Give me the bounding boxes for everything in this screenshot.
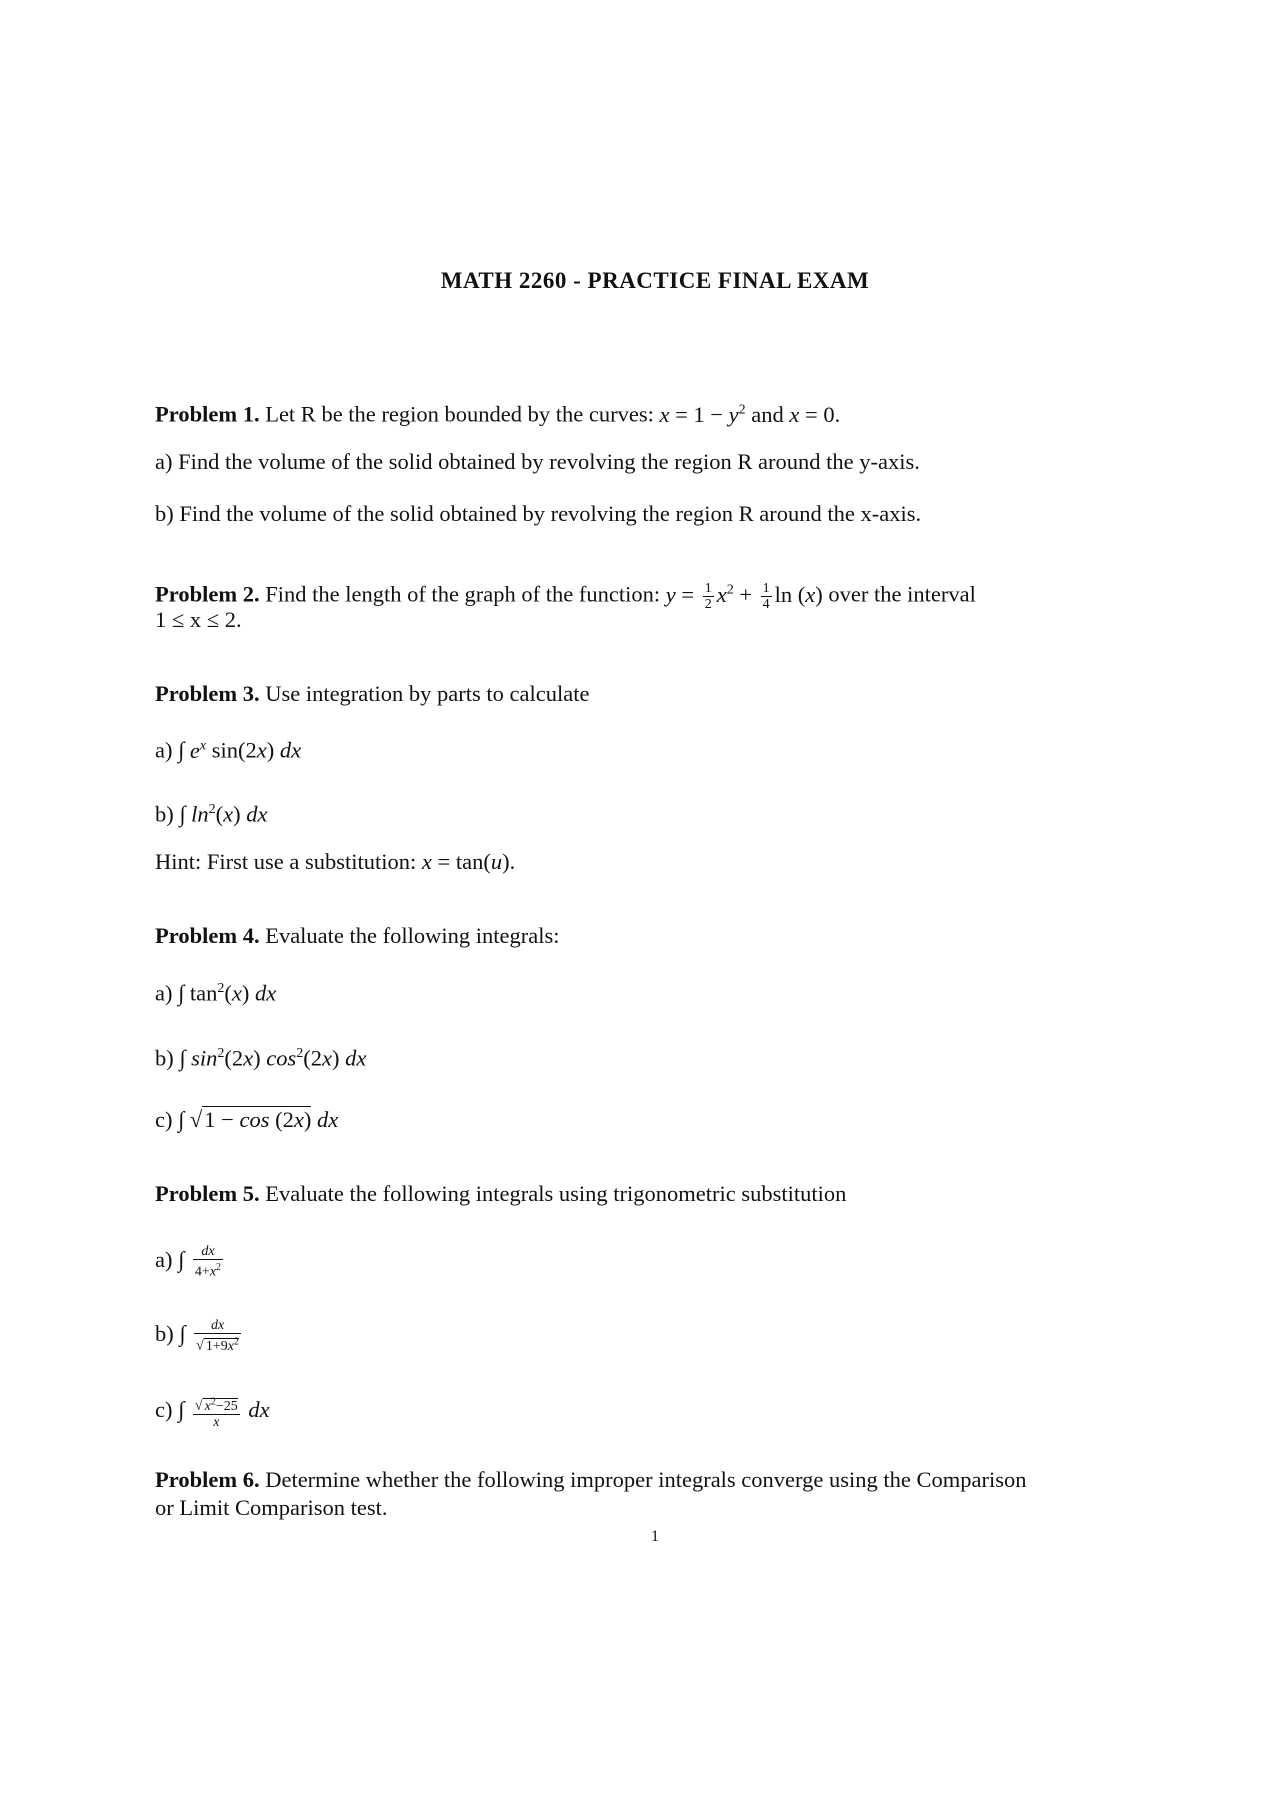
problem-2-intro: Find the length of the graph of the function: <box>265 581 661 607</box>
problem-3-intro: Use integration by parts to calculate <box>265 681 590 706</box>
problem-5b: b) ∫ $\frac{dx}{√ 1+9x^2}$ <box>155 1318 239 1354</box>
problem-1-curves: $x = 1 - y^2$ and x = 0. <box>659 401 841 427</box>
problem-3a: a) ∫ $e^x$ sin(2x) dx <box>155 737 302 763</box>
problem-1b: b) Find the volume of the solid obtained by revolving the region R around the x-axis. <box>155 501 922 526</box>
problem-5-label: Problem 5. <box>155 1181 260 1206</box>
problem-3-hint: Hint: First use a substitution: x = tan(u). <box>155 849 516 874</box>
page-number: 1 <box>651 1528 659 1545</box>
problem-2-interval: 1 ≤ x ≤ 2. <box>155 607 242 632</box>
problem-3b: b) ∫ $\ln^2(x)$ dx <box>155 801 268 827</box>
problem-4-intro: Evaluate the following integrals: <box>265 923 560 948</box>
problem-2-label: Problem 2. <box>155 581 260 607</box>
problem-6-statement <box>155 1466 1155 1494</box>
problem-4-statement <box>155 922 1155 950</box>
problem-5-statement <box>155 1180 1155 1208</box>
problem-6-line2: or Limit Comparison test. <box>155 1495 388 1520</box>
problem-3-label: Problem 3. <box>155 681 260 706</box>
problem-1-intro: Let R be the region bounded by the curves: <box>265 401 654 427</box>
problem-1-label: Problem 1. <box>155 401 260 427</box>
problem-2-tail: over the interval <box>828 581 976 607</box>
page-title: MATH 2260 - PRACTICE FINAL EXAM <box>440 268 870 293</box>
problem-4a: a) ∫ $\tan^2(x)$ dx <box>155 980 277 1006</box>
problem-3-hint-text: Hint: First use a substitution: <box>155 849 417 874</box>
problem-6-label: Problem 6. <box>155 1467 260 1492</box>
problem-5-intro: Evaluate the following integrals using trigonometric substitution <box>265 1181 847 1206</box>
problem-6-line1: Determine whether the following improper integrals converge using the Comparison <box>265 1467 1027 1492</box>
problem-1-statement <box>155 396 1155 429</box>
problem-4c: c) ∫ √1 − cos (2x) dx <box>155 1107 339 1132</box>
problem-3-statement <box>155 680 1155 708</box>
problem-4-label: Problem 4. <box>155 923 260 948</box>
problem-1a: a) Find the volume of the solid obtained by revolving the region R around the y-axis. <box>155 449 920 474</box>
problem-5a: a) ∫ $\frac{dx}{4+x^2}$ <box>155 1244 222 1280</box>
problem-5c: c) ∫ $\frac{√ x^2-25}{x}$ dx <box>155 1396 270 1430</box>
problem-4b: b) ∫ $\sin^2(2x)$ $\cos^2(2x)$ dx <box>155 1045 367 1071</box>
problem-2-function: y = $\frac{1}{2}$ $x^2$ + $\frac{1}{4}$ ln (x) <box>665 580 823 612</box>
